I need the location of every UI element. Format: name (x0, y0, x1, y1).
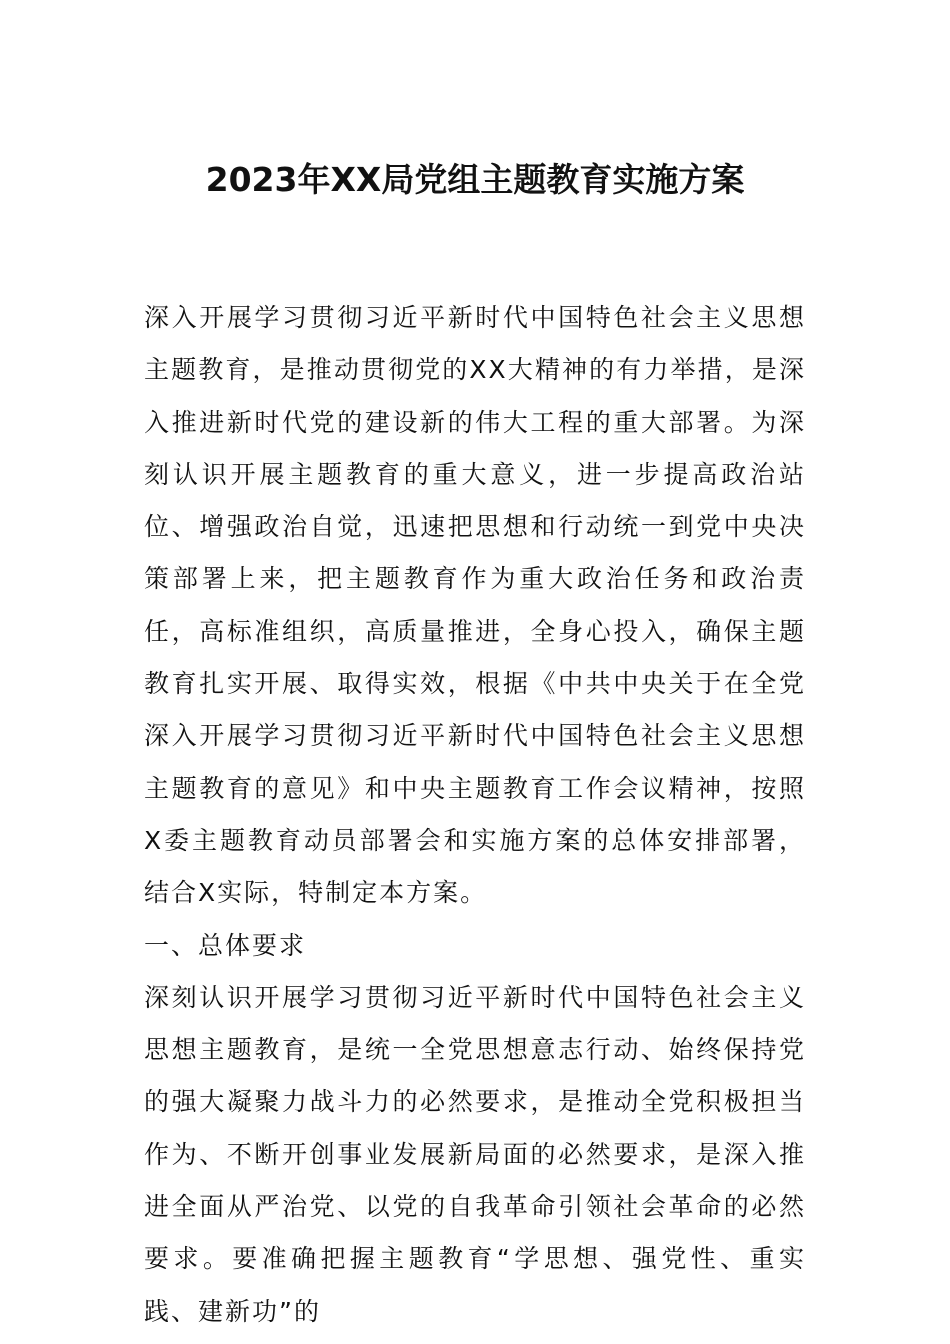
paragraph-intro: 深入开展学习贯彻习近平新时代中国特色社会主义思想主题教育，是推动贯彻党的XX大精神的有力举措，是深入推进新时代党的建设新的伟大工程的重大部署。为深刻认识开展主题教育的重大意义，进一步提高政治站位、增强政治自觉，迅速把思想和行动统一到党中央决策部署上来，把主题教育作为重大政治任务和政治责任，高标准组织，高质量推进，全身心投入，确保主题教育扎实开展、取得实效，根据《中共中央关于在全党深入开展学习贯彻习近平新时代中国特色社会主义思想主题教育的意见》和中央主题教育工作会议精神，按照X委主题教育动员部署会和实施方案的总体安排部署，结合X实际，特制定本方案。 (144, 303, 806, 908)
document-body (144, 292, 806, 1338)
document-title: 2023年XX局党组主题教育实施方案 (205, 160, 745, 199)
section-heading-general-requirements: 一、总体要求 (144, 930, 307, 960)
paragraph-general-requirements: 深刻认识开展学习贯彻习近平新时代中国特色社会主义思想主题教育，是统一全党思想意志行动、始终保持党的强大凝聚力战斗力的必然要求，是推动全党积极担当作为、不断开创事业发展新局面的必然要求，是深入推进全面从严治党、以党的自我革命引领社会革命的必然要求。要准确把握主题教育“学思想、强党性、重实践、建新功”的 (144, 982, 806, 1326)
